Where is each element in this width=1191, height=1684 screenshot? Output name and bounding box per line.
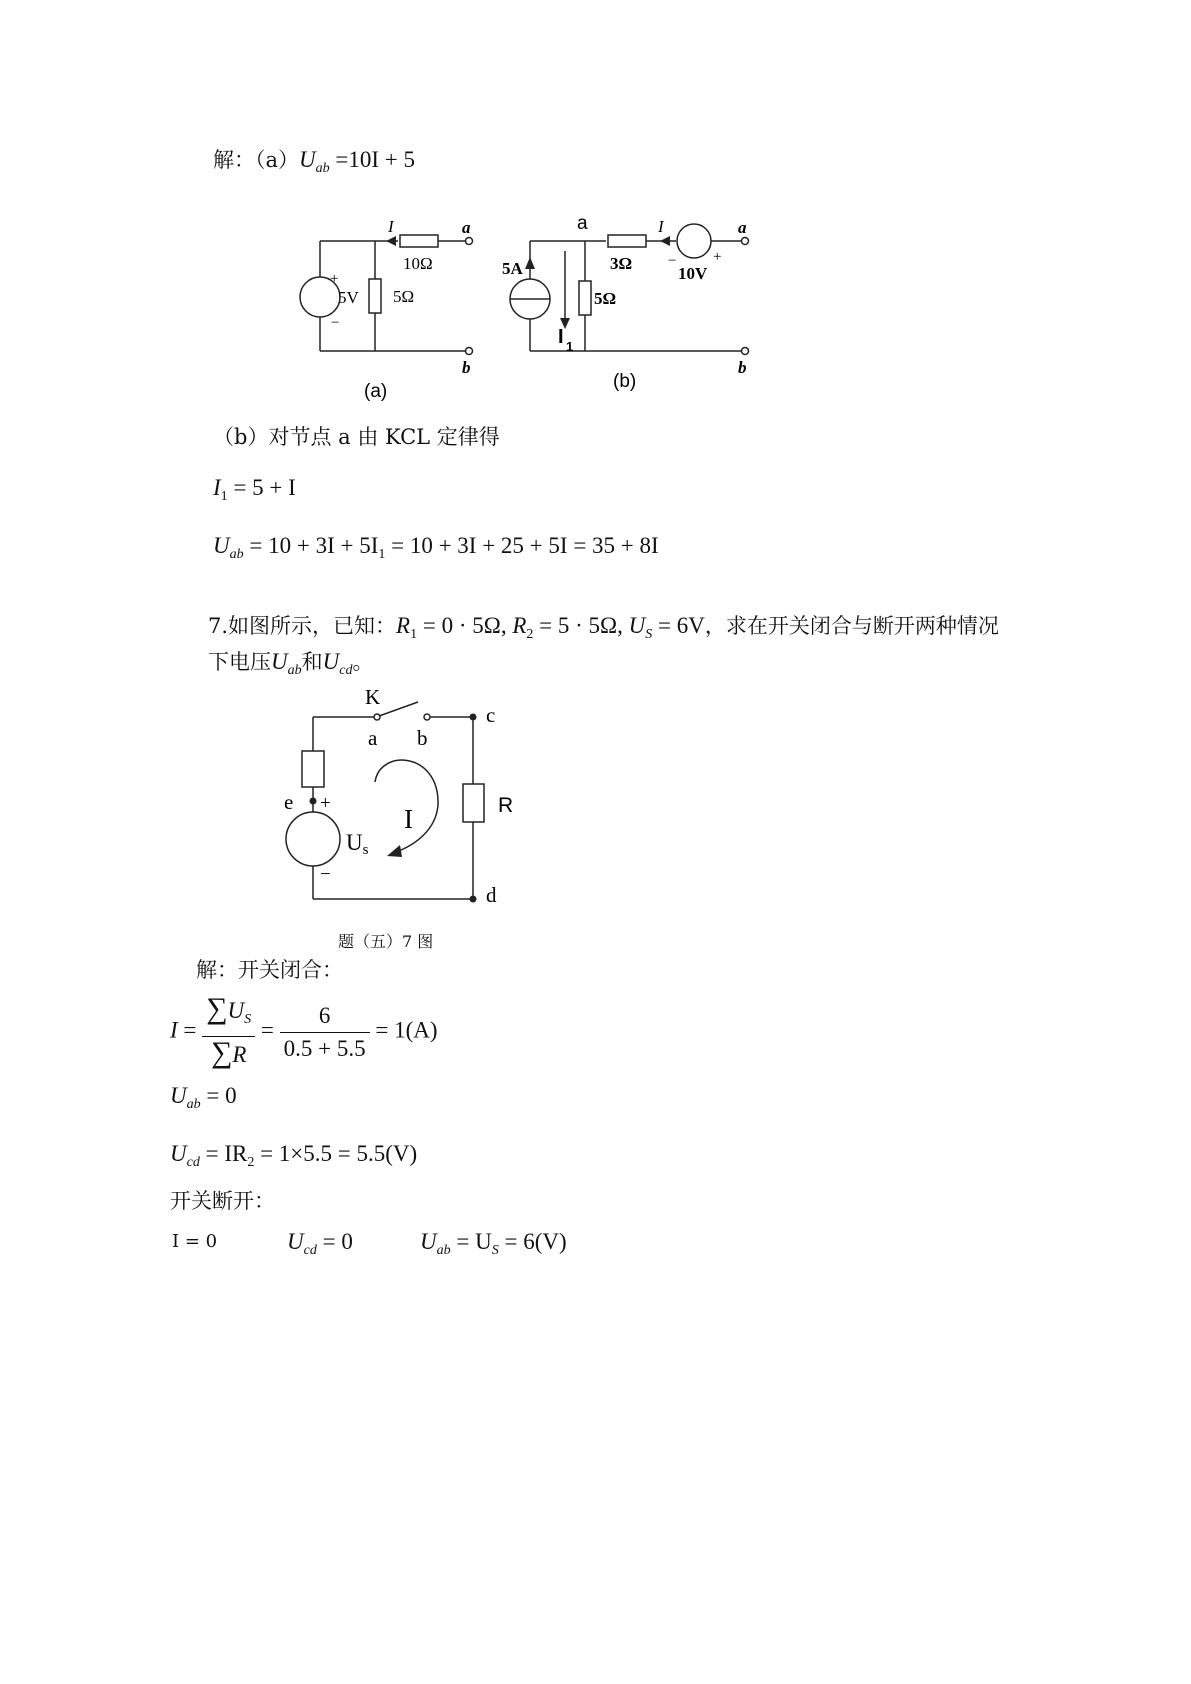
fig1-b-source-label: 10V [678, 264, 708, 283]
fig1-a-plus-sign: + [330, 271, 339, 287]
fig2-node-c: c [486, 703, 496, 727]
solution-7-open-heading: 开关断开： [170, 1189, 275, 1213]
fig2-current-label: I [404, 804, 413, 834]
equation-i1: $I_1 = 5 + I$ [213, 475, 296, 504]
fig2-resistor-label: R [498, 794, 514, 817]
fig1-caption-a: (a) [364, 381, 388, 402]
fig1-b-current-label: I [658, 217, 664, 236]
solution-a-equation: $U_{ab} =10I + 5$ [299, 147, 416, 176]
equation-uab-b: $U_{ab} = 10 + 3I + 5I_1 = 10 + 3I + 25 + 5I = 35 + 8I$ [213, 533, 659, 562]
solution-7-closed-heading: 解：开关闭合： [196, 958, 343, 982]
fig1-caption-b: (b) [613, 371, 637, 392]
fig2-plus-sign: + [320, 793, 331, 814]
equation-uab-closed: $U_{ab} = 0$ [170, 1083, 237, 1112]
problem-7-line-1: 7.如图所示，已知：$R_1 = 0 \cdot 5\Omega$, $R_2 = 5 \cdot 5\Omega$, $U_S = 6V$，求在开关闭合与断开两种情况 [208, 613, 999, 642]
fig2-node-a: a [368, 726, 378, 750]
fig1-a-shunt-resistor-label: 5Ω [393, 287, 415, 306]
fig1-b-shunt-resistor-label: 5Ω [594, 289, 617, 308]
fig1-b-plus-sign: + [713, 249, 722, 265]
figure-caption: 题（五）7 图 [338, 932, 434, 951]
fig1-b-minus-sign: − [668, 253, 677, 269]
figure-circuits-ab [290, 205, 770, 405]
fig2-minus-sign: − [320, 864, 331, 885]
fig1-b-series-resistor-label: 3Ω [610, 254, 633, 273]
fig2-source-label: Us [346, 830, 369, 858]
fig1-a-source-label: 5V [338, 288, 359, 307]
equation-ucd-open: $U_{cd} = 0$ [287, 1229, 353, 1258]
problem-7-line-2: 下电压$U_{ab}$和$U_{cd}$。 [208, 649, 374, 678]
fig1-b-node-b: b [738, 358, 747, 377]
solution-a-prefix: 解：（a） [213, 148, 300, 172]
fig1-b-node-a-top: a [577, 213, 588, 234]
fig1-a-series-resistor-label: 10Ω [403, 254, 433, 273]
equation-current-open: I = 0 [172, 1231, 218, 1252]
fig1-b-node-a: a [738, 218, 747, 237]
fig2-node-e: e [284, 790, 294, 814]
fig2-node-d: d [486, 883, 497, 907]
fig2-switch-label: K [365, 685, 381, 709]
fig1-a-node-b: b [462, 358, 471, 377]
fig1-b-current-source-label: 5A [502, 259, 523, 278]
equation-uab-open: $U_{ab} = U_S = 6(V)$ [420, 1229, 567, 1258]
solution-a-line [213, 146, 415, 183]
equation-current-closed: I = $\frac{\sum U_S}{\sum R}$ = $\frac{6}{0.5 + 5.5}$ = 1(A) [170, 992, 438, 1069]
fig1-b-branch-current-label: I [558, 326, 564, 348]
fig1-a-current-label: I [388, 217, 394, 236]
fig1-b-branch-current-sub: 1 [566, 339, 574, 354]
fig1-a-minus-sign: − [331, 315, 340, 331]
figure-switch-circuit [280, 680, 540, 920]
equation-ucd-closed: $U_{cd} = IR_2 = 1\times 5.5 = 5.5(V)$ [170, 1141, 418, 1170]
fig1-a-node-a: a [462, 218, 471, 237]
fig2-node-b: b [417, 726, 428, 750]
solution-b-intro: （b）对节点 a 由 KCL 定律得 [213, 425, 500, 449]
